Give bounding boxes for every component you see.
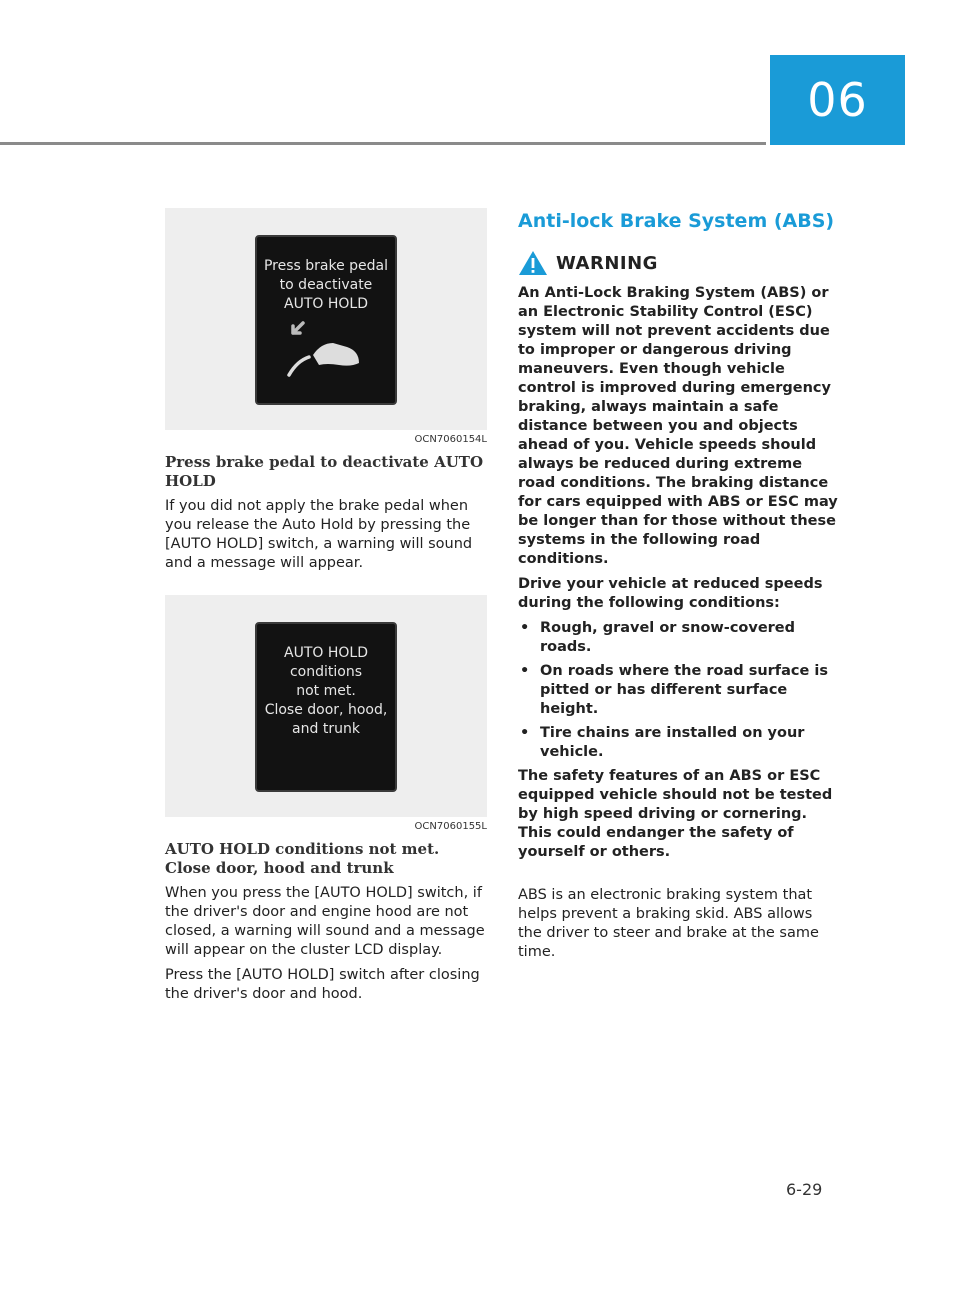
brake-pedal-icon xyxy=(285,317,371,379)
figure-code: OCN7060155L xyxy=(414,821,487,832)
figure-brake-pedal xyxy=(165,208,487,430)
right-column xyxy=(518,208,840,962)
subsection-title: Press brake pedal to deactivate AUTO HOLD xyxy=(165,453,484,490)
figure-conditions-not-met xyxy=(165,595,487,817)
list-item: • Rough, gravel or snow-covered roads. xyxy=(518,619,840,657)
list-item: • On roads where the road surface is pitted or has different surface height. xyxy=(518,662,840,719)
display-message: AUTO HOLD conditions not met. Close door, hood, and trunk xyxy=(264,645,388,737)
paragraph: ABS is an electronic braking system that helps prevent a braking skid. ABS allows the driver to steer and brake at the same time. xyxy=(518,887,819,960)
paragraph: Press the [AUTO HOLD] switch after closing the driver's door and hood. xyxy=(165,967,480,1002)
paragraph: If you did not apply the brake pedal when you release the Auto Hold by pressing the [AUTO HOLD] switch, a warning will sound and a message will appear. xyxy=(165,498,473,571)
header-rule xyxy=(0,142,766,145)
warning-header xyxy=(518,250,840,276)
cluster-display xyxy=(255,235,397,405)
list-item: • Tire chains are installed on your vehicle. xyxy=(518,724,840,762)
subsection-title: AUTO HOLD conditions not met. Close door, hood and trunk xyxy=(165,840,440,877)
figure-code: OCN7060154L xyxy=(414,434,487,445)
chapter-tab: 06 xyxy=(770,55,905,145)
warning-paragraph: An Anti-Lock Braking System (ABS) or an Electronic Stability Control (ESC) system will not prevent accidents due to improper or dangerous driving maneuvers. Even though vehicle control is improved during emergency braking, always maintain a safe distance between you and objects ahead of you. Vehicle speeds should always be reduced during extreme road conditions. The braking distance for cars equipped with ABS or ESC may be longer than for those without these systems in the following road conditions. xyxy=(518,285,838,567)
left-column xyxy=(165,208,487,1004)
warning-paragraph: The safety features of an ABS or ESC equipped vehicle should not be tested by high speed driving or cornering. This could endanger the safety of yourself or others. xyxy=(518,768,833,860)
warning-paragraph: Drive your vehicle at reduced speeds during the following conditions: xyxy=(518,576,823,611)
display-message: Press brake pedal to deactivate AUTO HOLD xyxy=(263,258,389,312)
warning-label: WARNING xyxy=(556,252,658,274)
warning-triangle-icon xyxy=(518,250,548,276)
section-title: Anti-lock Brake System (ABS) xyxy=(518,210,835,232)
warning-list xyxy=(518,619,840,762)
paragraph: When you press the [AUTO HOLD] switch, if the driver's door and engine hood are not closed, a warning will sound and a message will appear on the cluster LCD display. xyxy=(165,885,485,958)
cluster-display xyxy=(255,622,397,792)
page-number: 6-29 xyxy=(786,1180,823,1199)
